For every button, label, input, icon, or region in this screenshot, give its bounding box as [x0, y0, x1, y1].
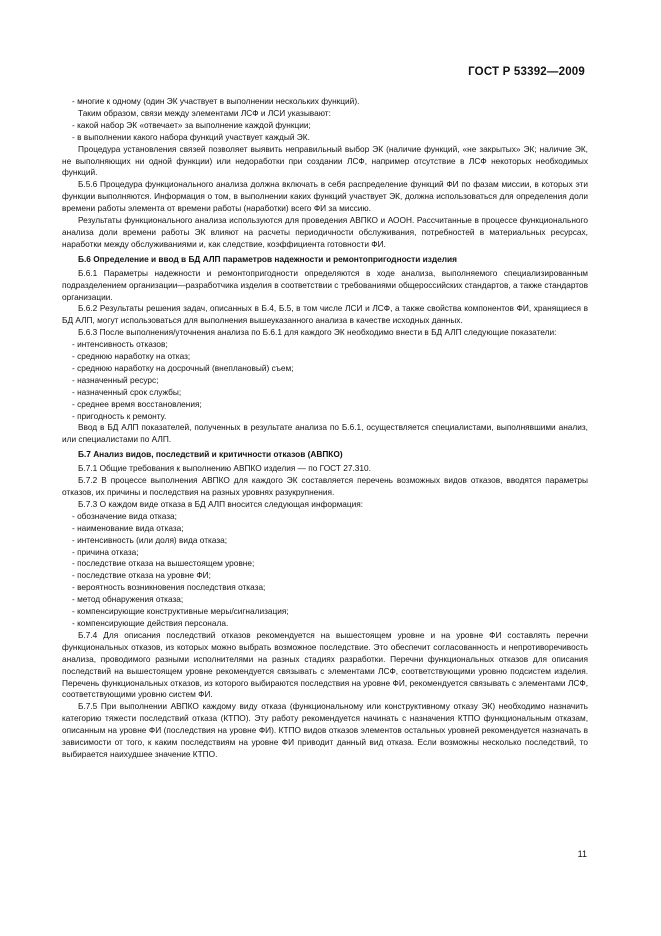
paragraph: Б.5.6 Процедура функционального анализа должна включать в себя распределение функций ФИ по фазам миссии, в которых эти функции выполняются. Информация о том, в выполнении каких функций участвует ЭК, должна использоваться для определения доли времени работы элемента от времени работы (наработки) всего ФИ за миссию. [62, 179, 588, 214]
list-item: - назначенный срок службы; [72, 386, 182, 397]
page-number: 11 [577, 849, 587, 859]
section-heading: Б.6 Определение и ввод в БД АЛП параметров надежности и ремонтопригодности изделия [78, 253, 457, 264]
page-header: ГОСТ Р 53392—2009 [468, 66, 585, 78]
list-item: - в выполнении какого набора функций участвует каждый ЭК. [72, 131, 310, 142]
list-item: - вероятность возникновения последствия отказа; [72, 582, 266, 593]
paragraph: Б.6.1 Параметры надежности и ремонтопригодности определяются в ходе анализа, выполняемого специализированным подразделением организации—разработчика изделия в соответствии с требованиями общероссийских стандартов, а также стандартов организации. [62, 267, 588, 302]
list-item: - последствие отказа на вышестоящем уровне; [72, 558, 255, 569]
list-item: - назначенный ресурс; [72, 374, 159, 385]
list-item: - метод обнаружения отказа; [72, 594, 184, 605]
paragraph: Результаты функционального анализа используются для проведения АВПКО и АООН. Рассчитанные в процессе функционального анализа доли времени работы ЭК влияют на расчеты периодичности обслуживания, потребностей в материальных ресурсах, наработки между обслуживаниями и, как следствие, коэффициента готовности ФИ. [62, 215, 588, 249]
list-item: - среднее время восстановления; [72, 398, 202, 409]
list-item: - последствие отказа на уровне ФИ; [72, 570, 211, 581]
paragraph: Б.7.2 В процессе выполнения АВПКО для каждого ЭК составляется перечень возможных видов отказов, вводятся параметры отказов, их причины и последствия на разных уровнях разукрупнения. [62, 475, 588, 497]
paragraph: Б.7.4 Для описания последствий отказов рекомендуется на вышестоящем уровне и на уровне ФИ составлять перечни функциональных отказов, из которых можно выбрать возможное последствие. Это обеспечит согласованность и непротиворечивость анализа, проводимого разными исполнителями на разных стадиях разработки. Перечни функциональных отказов для описания последствий на вышестоящем уровне рекомендуется связывать с элементами ЛСФ, соответствующими уровню подсистем изделия. Перечень функциональных отказов, из которого выбираются последствия на уровне ФИ, рекомендуется связывать с элементами ЛСФ, соответствующими уровню систем ФИ. [62, 629, 588, 700]
paragraph: Б.7.3 О каждом виде отказа в БД АЛП вносится следующая информация: [78, 498, 364, 509]
list-item: - среднюю наработку на отказ; [72, 351, 191, 362]
paragraph: Таким образом, связи между элементами ЛСФ и ЛСИ указывают: [78, 107, 331, 118]
list-item: - причина отказа; [72, 546, 139, 557]
list-item: - обозначение вида отказа; [72, 510, 177, 521]
list-item: - компенсирующие конструктивные меры/сигнализация; [72, 606, 289, 617]
list-item: - среднюю наработку на досрочный (внеплановый) съем; [72, 362, 294, 373]
paragraph: Б.6.3 После выполнения/уточнения анализа по Б.6.1 для каждого ЭК необходимо внести в БД АЛП следующие показатели: [78, 327, 557, 338]
list-item: - пригодность к ремонту. [72, 410, 167, 421]
document-body [62, 96, 588, 761]
list-item: - интенсивность (или доля) вида отказа; [72, 534, 228, 545]
paragraph: Б.6.2 Результаты решения задач, описанных в Б.4, Б.5, в том числе ЛСИ и ЛСФ, а также свойства компонентов ФИ, хранящиеся в БД АЛП, могут использоваться для выполнения вышеуказанного анализа в качестве исходных данных. [62, 303, 588, 326]
paragraph: Ввод в БД АЛП показателей, полученных в результате анализа по Б.6.1, осуществляется специалистами, выполнявшими анализ, или специалистами по АЛП. [62, 422, 588, 445]
section-heading: Б.7 Анализ видов, последствий и критичности отказов (АВПКО) [78, 449, 343, 460]
paragraph: Процедура установления связей позволяет выявить неправильный выбор ЭК (наличие функций, «не закрытых» ЭК; наличие ЭК, не выполняющих ни одной функции) или недоработки при создании ЛСФ, например отсутствие в ЛСФ некоторых необходимых функций. [62, 143, 588, 178]
list-item: - компенсирующие действия персонала. [72, 617, 229, 628]
list-item: - какой набор ЭК «отвечает» за выполнение каждой функции; [72, 119, 311, 130]
list-item: - наименование вида отказа; [72, 522, 184, 533]
paragraph: Б.7.1 Общие требования к выполнению АВПКО изделия — по ГОСТ 27.310. [78, 463, 371, 474]
list-item: - многие к одному (один ЭК участвует в выполнении нескольких функций). [72, 96, 360, 106]
paragraph: Б.7.5 При выполнении АВПКО каждому виду отказа (функциональному или конструктивному отказу ЭК) необходимо назначить категорию тяжести последствий отказа (КТПО). Эту работу рекомендуется начинать с назначения КТПО функциональным отказам, описанным на уровне ФИ (последствия на уровне ФИ). КТПО видов отказов элементов остальных уровней рекомендуется назначать в зависимости от того, к каким последствиям на уровне ФИ приводит данный вид отказа. Если возможны несколько последствий, то выбирается наихудшее значение КТПО. [62, 701, 588, 759]
list-item: - интенсивность отказов; [72, 339, 168, 350]
